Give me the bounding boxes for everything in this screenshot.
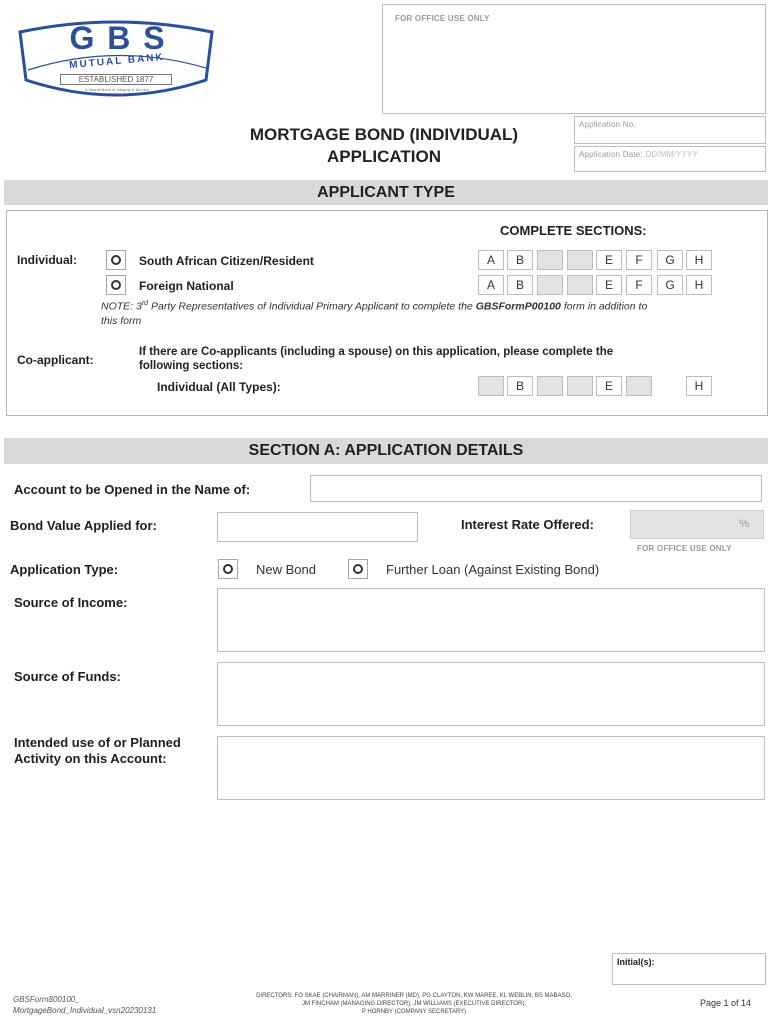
percent-sign: % [739,518,749,530]
logo-name: G B S [69,20,167,56]
office-use-label: FOR OFFICE USE ONLY [395,14,490,23]
section-cell-a: A [478,275,504,295]
coapplicant-cell-a [478,376,504,396]
source-income-input[interactable] [217,588,765,652]
section-cell-g: G [657,250,683,270]
option-new-bond: New Bond [256,562,316,577]
coapplicant-cell-d [567,376,593,396]
directors-text [200,992,628,1016]
office-use-box [382,4,766,114]
radio-further-loan[interactable] [348,559,368,579]
logo-tagline: A Mutual Bank of Integrity & Service [85,87,149,92]
initials-label: Initial(s): [617,957,655,967]
page-number: Page 1 of 14 [700,998,752,1008]
section-cell-a: A [478,250,504,270]
directors-line1: DIRECTORS: FO SKAE (CHAIRMAN), AM MARRINER (MD), PG CLAYTON, KW MAREE, KL WEBLIN, BS MABASO, [256,993,572,999]
note-sup: rd [141,300,149,307]
option-sa-citizen: South African Citizen/Resident [139,254,314,268]
section-cell-d [567,250,593,270]
radio-foreign-national[interactable] [106,275,126,295]
form-code [13,994,156,1016]
option-foreign-national: Foreign National [139,279,234,293]
coapplicant-instruction [139,345,613,373]
coapplicant-label: Co-applicant: [17,353,94,367]
intended-use-line1: Intended use of or Planned [14,735,181,750]
bank-logo [16,18,216,106]
section-cell-c [537,250,563,270]
note-form-code: GBSFormP00100 [475,300,561,313]
account-name-label: Account to be Opened in the Name of: [14,482,251,497]
section-a-heading: SECTION A: APPLICATION DETAILS [248,442,524,459]
intended-use-line2: Activity on this Account: [14,751,167,766]
page-title-line1: MORTGAGE BOND (INDIVIDUAL) [249,125,519,144]
application-no-field[interactable] [574,116,766,144]
account-name-input[interactable] [310,475,762,502]
office-use-only-label: FOR OFFICE USE ONLY [637,544,732,553]
section-a-banner [4,438,768,464]
applicant-type-heading: APPLICANT TYPE [317,184,455,201]
application-no-label: Application No. [579,120,636,129]
directors-line2: JM FINCHAM (MANAGING DIRECTOR), JM WILLIAMS (EXECUTIVE DIRECTOR); [301,1001,527,1007]
page-title [200,124,568,168]
section-cell-f: F [626,250,652,270]
applicant-type-banner [4,180,768,205]
individual-all-types-label: Individual (All Types): [157,380,281,394]
section-cell-b: B [507,250,533,270]
coapplicant-text-line1: If there are Co-applicants (including a spouse) on this application, please complete the [139,346,614,358]
note-line1-end: form in addition to [560,300,648,313]
coapplicant-cell-h: H [686,376,712,396]
note-prefix: NOTE: 3 [101,300,142,313]
section-cell-h: H [686,275,712,295]
source-funds-label: Source of Funds: [14,669,121,684]
logo-subtitle: MUTUAL BANK [68,51,166,72]
section-cell-b: B [507,275,533,295]
bond-value-label: Bond Value Applied for: [10,518,157,533]
radio-new-bond[interactable] [218,559,238,579]
form-code-line1: GBSForm800100_ [13,995,80,1004]
coapplicant-cell-e: E [596,376,622,396]
source-income-label: Source of Income: [14,595,128,610]
section-cell-e: E [596,275,622,295]
individual-label: Individual: [17,253,77,267]
complete-sections-label: COMPLETE SECTIONS: [500,223,647,238]
note-mid: Party Representatives of Individual Primary Applicant to complete the [148,300,476,313]
interest-rate-input[interactable] [630,510,764,539]
form-code-line2: MortgageBond_Individual_vsn20230131 [13,1006,157,1015]
intended-use-input[interactable] [217,736,765,800]
application-type-label: Application Type: [10,562,119,577]
coapplicant-cell-c [537,376,563,396]
section-cell-e: E [596,250,622,270]
note-line2: this form [101,314,142,327]
interest-rate-label: Interest Rate Offered: [461,517,594,532]
radio-sa-citizen[interactable] [106,250,126,270]
coapplicant-cell-b: B [507,376,533,396]
page-title-line2: APPLICATION [327,147,441,166]
source-funds-input[interactable] [217,662,765,726]
directors-line3: P HORNBY (COMPANY SECRETARY) [361,1009,467,1015]
intended-use-label [14,735,181,767]
logo-established: ESTABLISHED 1877 [60,74,172,85]
bond-value-input[interactable] [217,512,418,542]
third-party-note [101,297,751,328]
initials-box[interactable] [612,953,766,985]
application-date-placeholder: DD/MM/YYYY [645,150,698,159]
option-further-loan: Further Loan (Against Existing Bond) [386,562,600,577]
section-cell-g: G [657,275,683,295]
application-date-field[interactable] [574,146,766,172]
section-cell-d [567,275,593,295]
application-date-label: Application Date: [579,150,643,159]
section-cell-h: H [686,250,712,270]
coapplicant-cell-f [626,376,652,396]
section-cell-f: F [626,275,652,295]
coapplicant-text-line2: following sections: [139,360,244,372]
section-cell-c [537,275,563,295]
